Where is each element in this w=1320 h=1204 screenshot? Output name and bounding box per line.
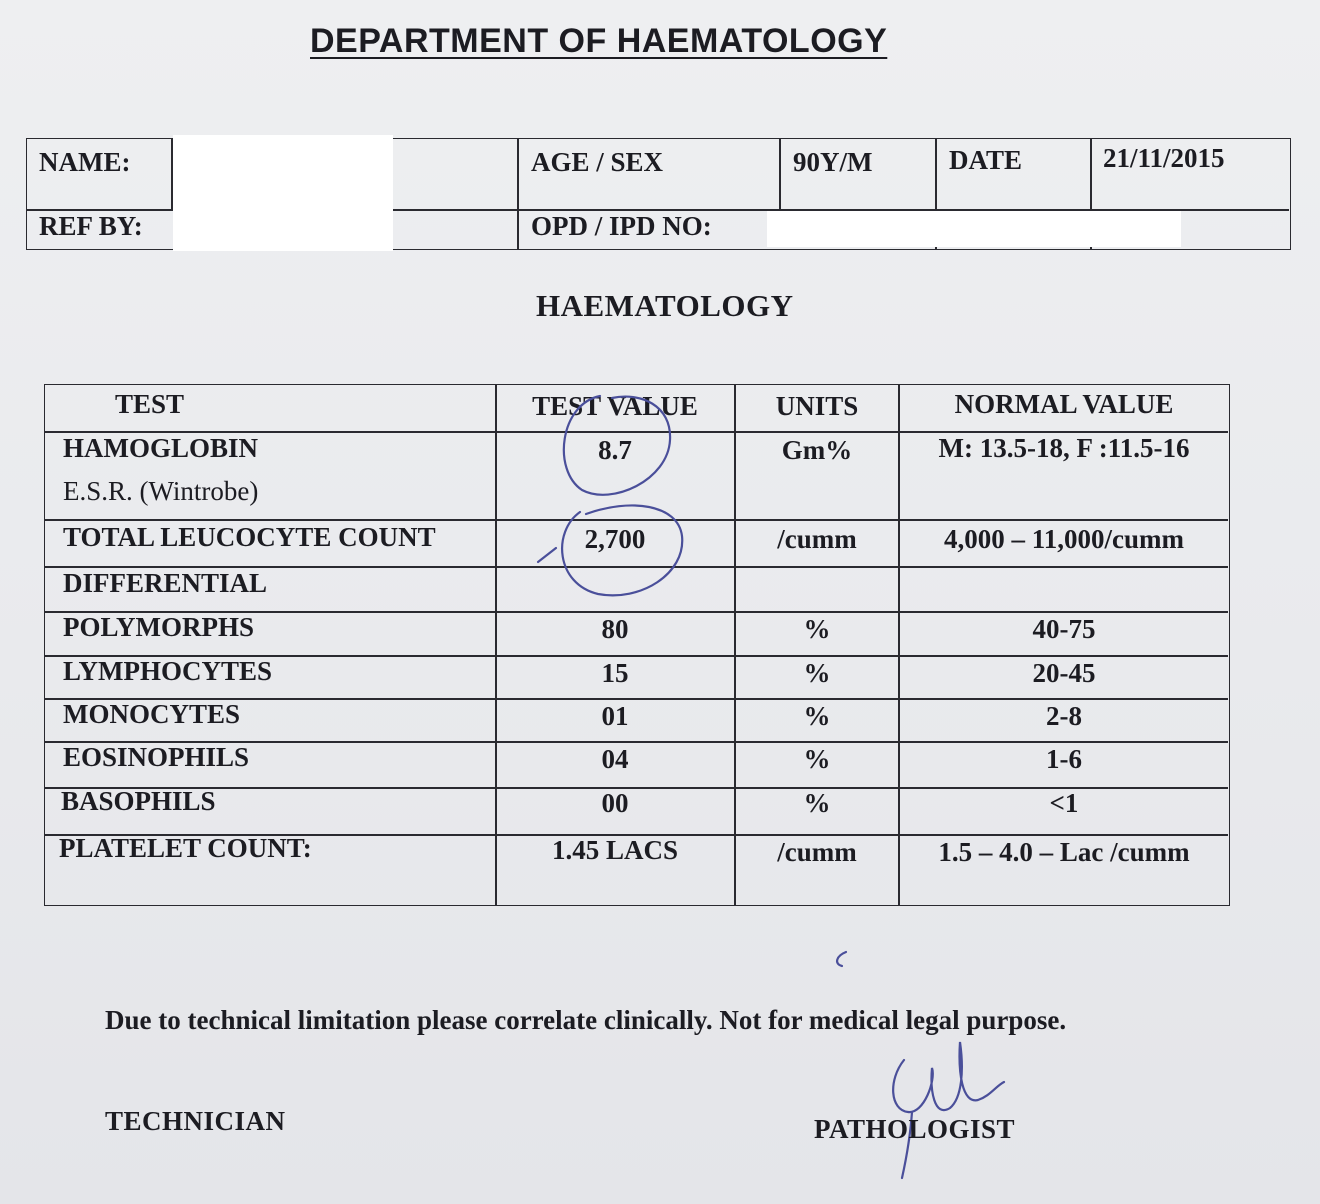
test-name: MONOCYTES	[63, 699, 241, 729]
test-value: 80	[601, 614, 629, 644]
test-name: HAMOGLOBIN	[63, 433, 259, 463]
test-units: /cumm	[777, 524, 857, 554]
pathologist-label: PATHOLOGIST	[814, 1114, 1016, 1144]
test-name: TOTAL LEUCOCYTE COUNT	[63, 522, 436, 552]
normal-value: <1	[1049, 788, 1079, 818]
header-units: UNITS	[775, 391, 859, 421]
redacted-name-block	[173, 135, 393, 251]
opd-ipd-label: OPD / IPD NO:	[531, 211, 712, 241]
age-sex-label: AGE / SEX	[531, 147, 664, 177]
header-normal-value: NORMAL VALUE	[954, 389, 1174, 419]
test-name: POLYMORPHS	[63, 612, 255, 642]
test-value: 15	[601, 658, 629, 688]
results-table	[44, 384, 1230, 906]
technician-label: TECHNICIAN	[105, 1106, 286, 1136]
test-name: E.S.R. (Wintrobe)	[63, 476, 259, 506]
normal-value: 20-45	[1032, 658, 1096, 688]
info-divider	[517, 139, 519, 249]
test-name: EOSINOPHILS	[63, 742, 250, 772]
department-title: DEPARTMENT OF HAEMATOLOGY	[310, 22, 888, 60]
test-units: %	[803, 701, 831, 731]
test-units: Gm%	[781, 435, 853, 465]
date-label: DATE	[949, 145, 1023, 175]
test-units: %	[803, 658, 831, 688]
test-value: 01	[601, 701, 629, 731]
test-units: %	[803, 614, 831, 644]
header-test: TEST	[115, 389, 185, 419]
normal-value: 40-75	[1032, 614, 1096, 644]
test-units: /cumm	[777, 837, 857, 867]
info-divider	[779, 139, 781, 209]
normal-value: M: 13.5-18, F :11.5-16	[938, 433, 1190, 463]
name-label: NAME:	[39, 147, 131, 177]
test-name: PLATELET COUNT:	[59, 833, 312, 863]
date-value: 21/11/2015	[1103, 143, 1225, 173]
disclaimer-note: Due to technical limitation please correlate clinically. Not for medical legal purpose.	[105, 1005, 1067, 1035]
test-value: 2,700	[584, 524, 646, 554]
normal-value: 1-6	[1046, 744, 1082, 774]
section-title: HAEMATOLOGY	[536, 288, 794, 323]
redacted-opd-block	[767, 211, 1181, 247]
test-units: %	[803, 744, 831, 774]
test-name: LYMPHOCYTES	[63, 656, 273, 686]
normal-value: 4,000 – 11,000/cumm	[944, 524, 1184, 554]
pen-mark-small	[837, 952, 846, 966]
patient-info-box	[26, 138, 1291, 250]
normal-value: 2-8	[1046, 701, 1082, 731]
test-value: 04	[601, 744, 629, 774]
test-value: 1.45 LACS	[551, 835, 679, 865]
test-name: BASOPHILS	[61, 786, 216, 816]
normal-value: 1.5 – 4.0 – Lac /cumm	[938, 837, 1190, 867]
test-name: DIFFERENTIAL	[63, 568, 268, 598]
row-divider	[45, 519, 1228, 521]
ref-by-label: REF BY:	[39, 211, 143, 241]
test-value: 8.7	[598, 435, 632, 465]
age-sex-value: 90Y/M	[793, 147, 873, 177]
header-test-value: TEST VALUE	[532, 391, 698, 421]
test-units: %	[803, 788, 831, 818]
pathologist-signature	[893, 1042, 1004, 1178]
test-value: 00	[601, 788, 629, 818]
